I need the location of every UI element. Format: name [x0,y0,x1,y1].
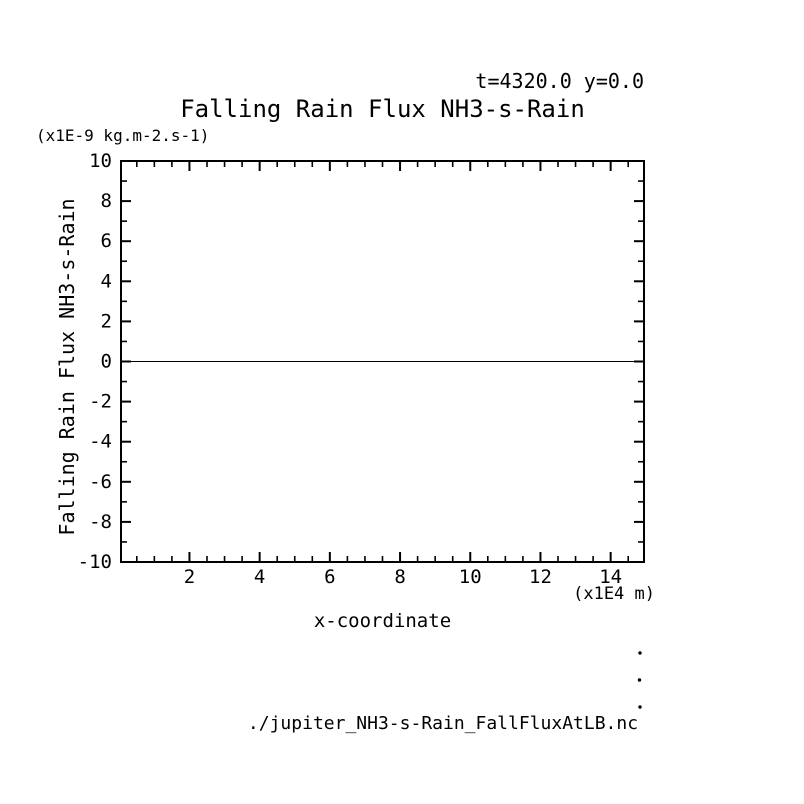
y-tick-label: -6 [89,470,112,493]
x-tick-label: 2 [183,566,196,588]
y-tick-label: -10 [77,551,112,573]
x-tick-label: 12 [529,566,552,588]
y-axis-label: Falling Rain Flux NH3-s-Rain [55,198,79,536]
y-tick-label: -2 [89,390,112,413]
y-axis-units-label: (x1E-9 kg.m-2.s-1) [36,126,210,145]
stray-dot-marker [638,705,641,708]
stray-dot-marker [638,678,641,681]
x-axis-units-label: (x1E4 m) [573,584,655,604]
x-tick-label: 4 [253,566,266,588]
source-filename: ./jupiter_NH3-s-Rain_FallFluxAtLB.nc [247,713,639,734]
y-tick-label: 8 [100,190,112,213]
x-tick-label: 10 [458,566,482,588]
chart-layer [78,150,644,588]
y-tick-label: -8 [89,510,112,533]
y-tick-label: -4 [89,430,112,453]
y-tick-label: 4 [100,270,112,293]
x-axis-label: x-coordinate [313,610,452,632]
chart-title: Falling Rain Flux NH3-s-Rain [180,95,585,123]
y-tick-label: 10 [89,150,112,172]
y-tick-label: 6 [100,230,112,253]
stray-dot-marker [638,651,641,654]
stray-dot-markers [638,651,642,708]
x-tick-label: 6 [324,566,336,588]
time-annotation: t=4320.0 y=0.0 [475,69,644,93]
y-tick-label: 0 [100,350,112,373]
y-tick-label: 2 [100,310,112,333]
x-tick-label: 14 [599,566,623,588]
x-tick-label: 8 [394,566,406,588]
